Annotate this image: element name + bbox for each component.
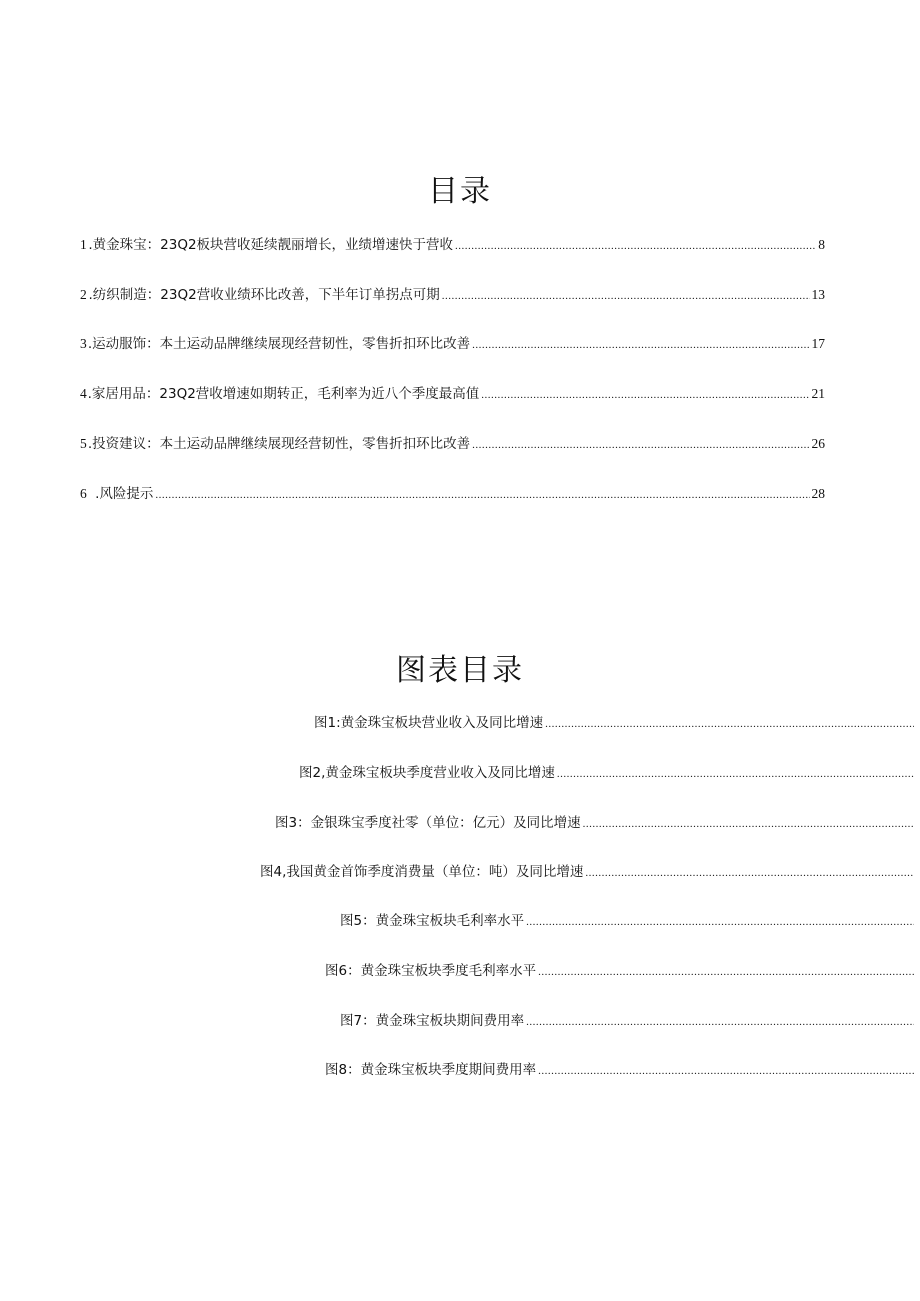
toc-entry-page: 13 — [811, 287, 825, 302]
toc-entry-page: 8 — [818, 237, 825, 252]
figure-entry-title: 图5：黄金珠宝板块毛利率水平 — [340, 913, 525, 929]
figure-entry-title: 图8：黄金珠宝板块季度期间费用率 — [325, 1062, 537, 1078]
dot-leader — [455, 240, 816, 252]
toc-entry-page: 21 — [811, 386, 825, 401]
toc-entry-number: 2 — [80, 287, 87, 302]
dot-leader — [583, 818, 914, 830]
figure-entry-5[interactable] — [340, 909, 914, 931]
figure-entry-title: 图2,黄金珠宝板块季度营业收入及同比增速 — [299, 765, 555, 781]
figure-entry-title: 图1:黄金珠宝板块营业收入及同比增速 — [314, 715, 544, 731]
toc-entry-number: 1 — [80, 237, 87, 252]
figure-entry-title: 图7：黄金珠宝板块期间费用率 — [340, 1013, 525, 1029]
figure-entry-8[interactable] — [325, 1058, 914, 1080]
dot-leader — [481, 389, 809, 401]
toc-title: 目录 — [428, 174, 492, 209]
toc-entry-title: .纺织制造：23Q2营收业绩环比改善，下半年订单拐点可期 — [88, 287, 440, 303]
dot-leader — [538, 966, 914, 978]
dot-leader — [155, 489, 809, 501]
dot-leader — [538, 1065, 914, 1077]
toc-entry-page: 17 — [811, 336, 825, 351]
toc-entry-title: .风险提示 — [95, 486, 154, 502]
dot-leader — [442, 290, 810, 302]
dot-leader — [526, 916, 914, 928]
figure-entry-1[interactable] — [314, 711, 914, 733]
toc-entry-4[interactable] — [80, 382, 825, 404]
toc-entry-5[interactable] — [80, 432, 825, 454]
figure-entry-2[interactable] — [299, 761, 914, 783]
dot-leader — [545, 718, 914, 730]
toc-entry-page: 26 — [811, 436, 825, 451]
toc-entry-number: 4 — [80, 386, 87, 401]
toc-entry-6[interactable] — [80, 482, 825, 504]
figure-entry-7[interactable] — [340, 1009, 914, 1031]
dot-leader — [472, 339, 809, 351]
toc-entry-title: .运动服饰：本土运动品牌继续展现经营韧性，零售折扣环比改善 — [87, 336, 471, 352]
figure-list-title: 图表目录 — [396, 653, 524, 688]
toc-entry-number: 3 — [80, 336, 87, 351]
toc-entry-2[interactable] — [80, 283, 825, 305]
dot-leader — [557, 768, 914, 780]
dot-leader — [526, 1016, 914, 1028]
dot-leader — [472, 439, 809, 451]
toc-entry-page: 28 — [811, 486, 825, 501]
toc-entry-title: .家居用品：23Q2营收增速如期转正，毛利率为近八个季度最高值 — [87, 386, 480, 402]
toc-entry-number: 5 — [80, 436, 87, 451]
toc-entry-3[interactable] — [80, 332, 825, 354]
figure-entry-4[interactable] — [260, 860, 914, 882]
toc-entry-title: .黄金珠宝：23Q2板块营收延续靓丽增长，业绩增速快于营收 — [88, 237, 454, 253]
toc-entry-number: 6 — [80, 486, 87, 501]
toc-entry-1[interactable] — [80, 233, 825, 255]
dot-leader — [585, 867, 914, 879]
figure-entry-title: 图4,我国黄金首饰季度消费量（单位：吨）及同比增速 — [260, 864, 584, 880]
figure-entry-title: 图3：金银珠宝季度社零（单位：亿元）及同比增速 — [275, 815, 581, 831]
figure-entry-3[interactable] — [275, 811, 914, 833]
figure-entry-6[interactable] — [325, 959, 914, 981]
toc-entry-title: .投资建议：本土运动品牌继续展现经营韧性，零售折扣环比改善 — [87, 436, 471, 452]
figure-entry-title: 图6：黄金珠宝板块季度毛利率水平 — [325, 963, 537, 979]
